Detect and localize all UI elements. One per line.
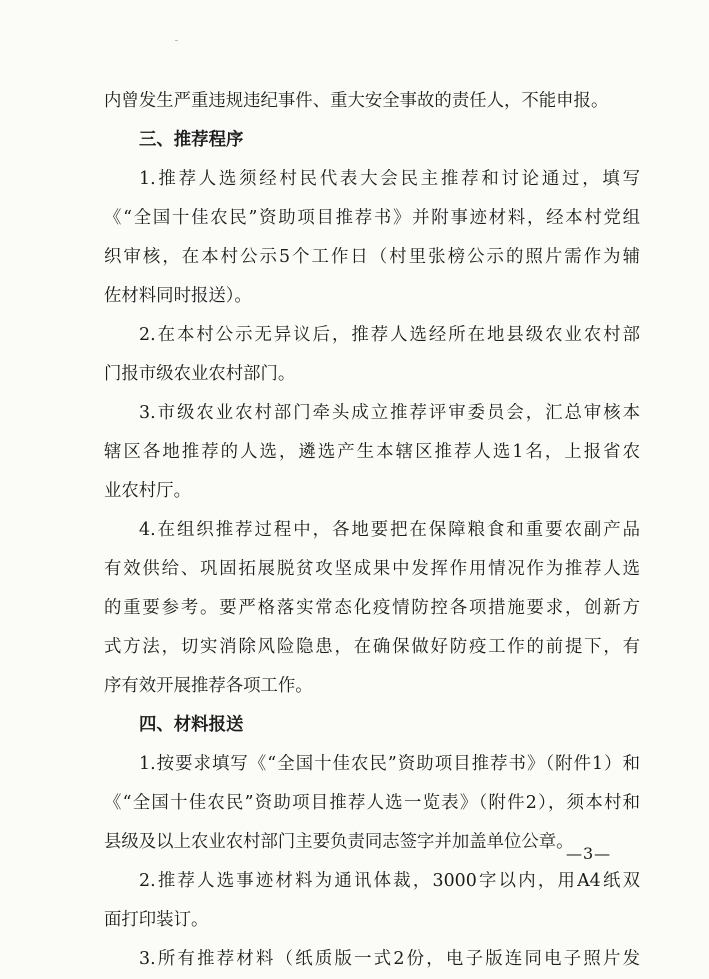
text-line: 面打印装订。 xyxy=(104,910,209,930)
text-line: 序有效开展推荐各项工作。 xyxy=(104,676,313,696)
text-line: 门报市级农业农村部门。 xyxy=(104,364,296,384)
text-line: 2.推荐人选事迹材料为通讯体裁，3000字以内，用A4纸双 xyxy=(139,871,640,891)
text-line: 3.市级农业农村部门牵头成立推荐评审委员会，汇总审核本 xyxy=(139,403,640,423)
text-line: 业农村厅。 xyxy=(104,481,191,501)
text-line: 《“全国十佳农民”资助项目推荐书》并附事迹材料，经本村党组 xyxy=(104,208,640,228)
text-line: 4.在组织推荐过程中，各地要把在保障粮食和重要农副产品 xyxy=(139,520,640,540)
text-line: 3.所有推荐材料（纸质版一式2份，电子版连同电子照片发 xyxy=(139,949,640,969)
text-line: 县级及以上农业农村部门主要负责同志签字并加盖单位公章。 xyxy=(104,832,574,852)
text-line: 1.按要求填写《“全国十佳农民”资助项目推荐书》（附件1）和 xyxy=(139,754,640,774)
text-line: 内曾发生严重违规违纪事件、重大安全事故的责任人，不能申报。 xyxy=(104,91,609,111)
text-line: 织审核，在本村公示5个工作日（村里张榜公示的照片需作为辅 xyxy=(104,247,640,267)
text-line: 有效供给、巩固拓展脱贫攻坚成果中发挥作用情况作为推荐人选 xyxy=(104,559,640,579)
scan-mark xyxy=(175,40,178,41)
page-number: —3— xyxy=(566,844,612,863)
text-line: 2.在本村公示无异议后，推荐人选经所在地县级农业农村部 xyxy=(139,325,640,345)
section-heading: 四、材料报送 xyxy=(139,715,244,735)
document-body xyxy=(104,82,640,979)
section-heading: 三、推荐程序 xyxy=(139,130,244,150)
text-line: 式方法，切实消除风险隐患，在确保做好防疫工作的前提下，有 xyxy=(104,637,640,657)
text-line: 的重要参考。要严格落实常态化疫情防控各项措施要求，创新方 xyxy=(104,598,640,618)
text-line: 佐材料同时报送）。 xyxy=(104,286,252,306)
text-line: 《“全国十佳农民”资助项目推荐人选一览表》（附件2），须本村和 xyxy=(104,793,640,813)
text-line: 1.推荐人选须经村民代表大会民主推荐和讨论通过，填写 xyxy=(139,169,640,189)
text-line: 辖区各地推荐的人选，遴选产生本辖区推荐人选1名，上报省农 xyxy=(104,442,640,462)
